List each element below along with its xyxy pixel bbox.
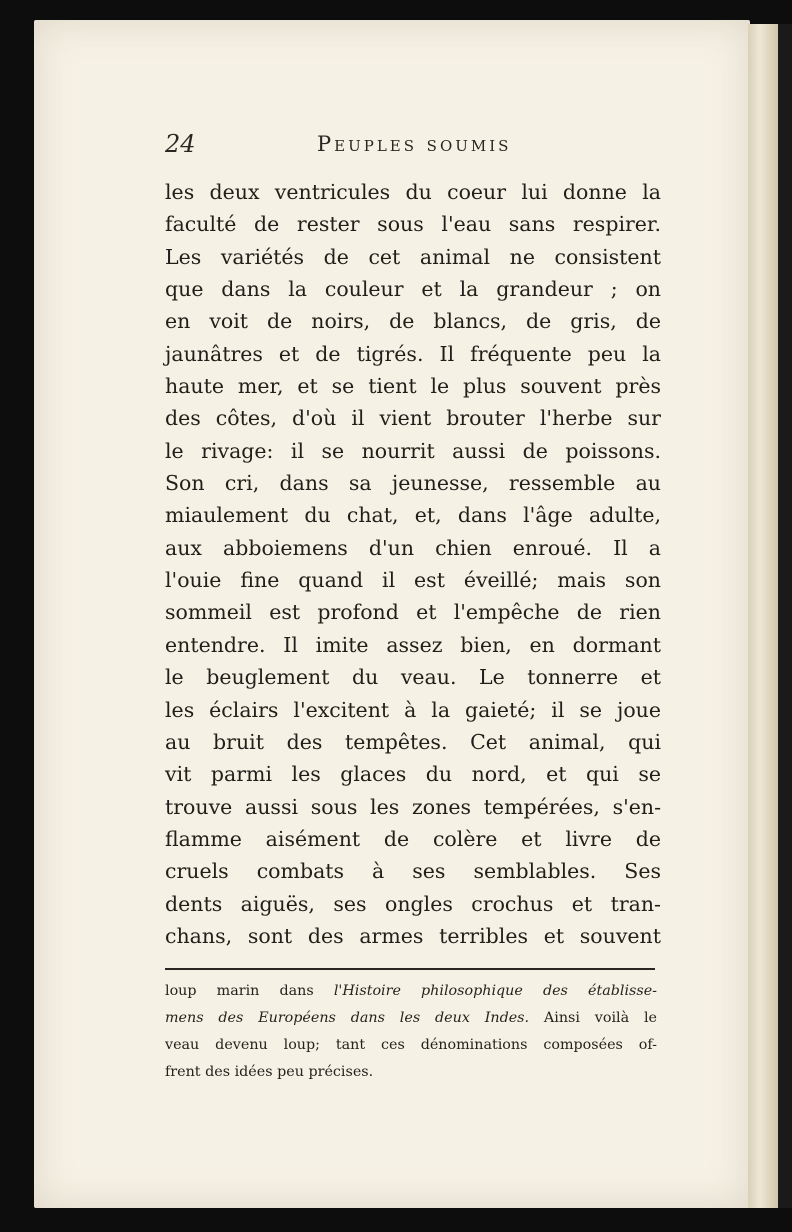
footnote-text: Ainsi voilà le (543, 1010, 657, 1026)
text-line: en voit de noirs, de blancs, de gris, de (165, 309, 661, 334)
text-line: le rivage: il se nourrit aussi de poissons. (165, 438, 661, 463)
text-line: au bruit des tempêtes. Cet animal, qui (165, 729, 661, 754)
text-line: des côtes, d'où il vient brouter l'herbe sur (165, 406, 661, 431)
footnote-line (165, 978, 657, 1005)
footnote-line: frent des idées peu précises. (165, 1064, 374, 1080)
text-line: Son cri, dans sa jeunesse, ressemble au (165, 471, 661, 496)
text-line: flamme aisément de colère et livre de (165, 826, 661, 851)
text-line: dents aiguës, ses ongles crochus et tran- (165, 891, 661, 916)
footnote-line: veau devenu loup; tant ces dénominations composées of- (165, 1037, 657, 1053)
text-line: les éclairs l'excitent à la gaieté; il se joue (165, 697, 661, 722)
text-line: les deux ventricules du coeur lui donne la (165, 180, 661, 204)
text-line: sommeil est profond et l'empêche de rien (165, 600, 661, 625)
text-line: jaunâtres et de tigrés. Il fréquente peu la (165, 341, 661, 366)
text-line: Les variétés de cet animal ne consistent (165, 244, 661, 269)
footnote (165, 978, 657, 1086)
text-line: trouve aussi sous les zones tempérées, s'en- (165, 794, 661, 819)
footnote-title-text: l'Histoire philosophique des établisse- (333, 983, 658, 999)
running-title: Peuples soumis (317, 132, 512, 156)
running-head (165, 130, 665, 166)
footnote-text: loup marin dans (165, 983, 314, 999)
footnote-title-text: mens des Européens dans les deux Indes. (165, 1010, 530, 1026)
text-line: que dans la couleur et la grandeur ; on (165, 277, 661, 302)
text-line: entendre. Il imite assez bien, en dormant (165, 632, 661, 657)
text-line: cruels combats à ses semblables. Ses (165, 859, 661, 884)
page-edge (748, 24, 778, 1208)
text-line: l'ouie fine quand il est éveillé; mais son (165, 568, 661, 593)
text-line: miaulement du chat, et, dans l'âge adulte, (165, 503, 661, 528)
body-text (165, 176, 661, 952)
text-line: le beuglement du veau. Le tonnerre et (165, 665, 661, 690)
text-line: aux abboiemens d'un chien enroué. Il a (165, 535, 661, 560)
text-line: chans, sont des armes terribles et souvent (165, 923, 661, 948)
binding-shadow (778, 24, 792, 1208)
footnote-rule (165, 968, 655, 970)
footnote-line (165, 1005, 657, 1032)
text-line: faculté de rester sous l'eau sans respirer. (165, 212, 661, 237)
text-line: vit parmi les glaces du nord, et qui se (165, 762, 661, 787)
page-number: 24 (165, 130, 196, 158)
text-line: haute mer, et se tient le plus souvent près (165, 374, 661, 399)
